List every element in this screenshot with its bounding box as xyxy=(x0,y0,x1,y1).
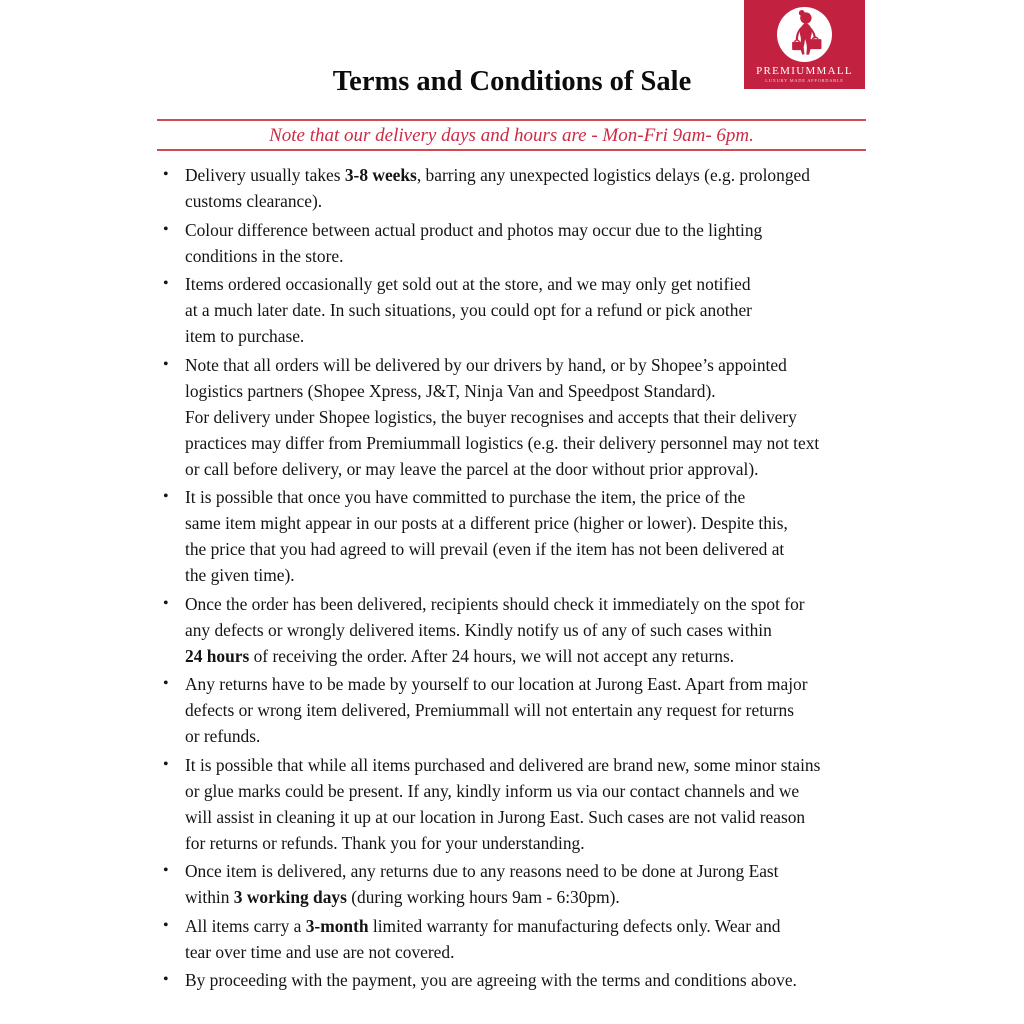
list-item xyxy=(163,217,883,269)
woman-with-shopping-bags-icon xyxy=(777,7,832,62)
list-item-text: Once item is delivered, any returns due to any reasons need to be done at Jurong East within 3 working days (during working hours 9am - 6:30pm). xyxy=(185,861,779,907)
list-item xyxy=(163,752,883,856)
notice-rule-top xyxy=(157,119,866,121)
list-item-text: Once the order has been delivered, recipients should check it immediately on the spot for any defects or wrongly delivered items. Kindly notify us of any of such cases within 24 hours of receiving the order. After 24 hours, we will not accept any returns. xyxy=(185,593,805,666)
terms-list xyxy=(163,162,883,996)
bullet-icon: • xyxy=(163,275,169,292)
bullet-icon: • xyxy=(163,355,169,373)
list-item xyxy=(163,271,883,349)
logo-brand-name: PREMIUMMALL xyxy=(756,65,853,77)
bullet-icon: • xyxy=(163,488,169,505)
list-item-text: All items carry a 3-month limited warranty for manufacturing defects only. Wear and tear over time and use are not covered. xyxy=(185,915,781,962)
bullet-icon: • xyxy=(163,675,169,692)
bullet-icon: • xyxy=(163,971,169,988)
bullet-icon: • xyxy=(163,594,169,612)
list-item xyxy=(163,591,883,669)
bullet-icon: • xyxy=(163,755,169,773)
notice-rule-bottom xyxy=(157,149,866,151)
bullet-icon: • xyxy=(163,166,169,183)
list-item xyxy=(163,484,883,588)
list-item-text: Items ordered occasionally get sold out at the store, and we may only get notified at a much later date. In such situations, you could opt for a refund or pick another item to purchase. xyxy=(185,274,752,346)
list-item-text: By proceeding with the payment, you are agreeing with the terms and conditions above. xyxy=(185,970,797,990)
list-item-text: Note that all orders will be delivered by our drivers by hand, or by Shopee’s appointed logistics partners (Shopee Xpress, J&T, Ninja Van and Speedpost Standard). For delivery under Shopee logistics, the buyer recognises and accepts that their delivery practices may differ from Premiummall logistics (e.g. their delivery personnel may not text or call before delivery, or may leave the parcel at the door without prior approval). xyxy=(185,354,820,479)
list-item-text: Delivery usually takes 3-8 weeks, barring any unexpected logistics delays (e.g. prolonged customs clearance). xyxy=(185,165,810,211)
page-title: Terms and Conditions of Sale xyxy=(332,66,692,97)
logo-circle xyxy=(777,7,832,62)
list-item xyxy=(163,858,883,910)
logo-tagline: LUXURY MADE AFFORDABLE xyxy=(765,78,844,83)
list-item xyxy=(163,967,883,993)
delivery-notice: Note that our delivery days and hours are - Mon-Fri 9am- 6pm. xyxy=(269,125,754,146)
list-item xyxy=(163,913,883,965)
bullet-icon: • xyxy=(163,220,169,238)
bullet-icon: • xyxy=(163,916,169,934)
list-item-text: It is possible that while all items purchased and delivered are brand new, some minor stains or glue marks could be present. If any, kindly inform us via our contact channels and we will assist in cleaning it up at our location in Jurong East. Such cases are not valid reason for returns or refunds. Thank you for your understanding. xyxy=(185,754,821,853)
bullet-icon: • xyxy=(163,862,169,879)
list-item xyxy=(163,671,883,749)
list-item-text: Any returns have to be made by yourself to our location at Jurong East. Apart from major defects or wrong item delivered, Premiummall will not entertain any request for returns or refunds. xyxy=(185,674,808,746)
list-item xyxy=(163,162,883,214)
list-item-text: Colour difference between actual product and photos may occur due to the lighting conditions in the store. xyxy=(185,219,763,266)
list-item xyxy=(163,352,883,482)
list-item-text: It is possible that once you have committed to purchase the item, the price of the same item might appear in our posts at a different price (higher or lower). Despite this, the price that you had agreed to will prevail (even if the item has not been delivered at the given time). xyxy=(185,487,788,585)
